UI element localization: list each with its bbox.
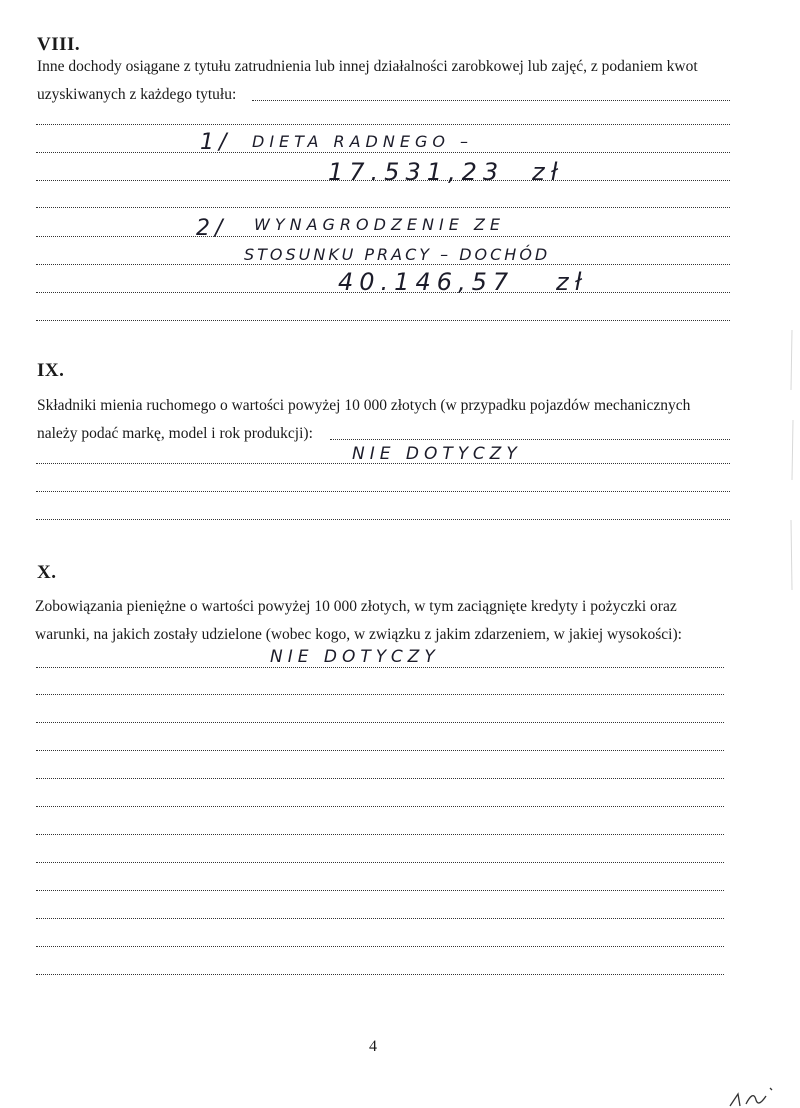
section-8-text: Inne dochody osiągane z tytułu zatrudnienia lub innej działalności zarobkowej lub zajęć, z podaniem kwot bbox=[37, 58, 698, 75]
page-number: 4 bbox=[369, 1038, 377, 1055]
dotted-line bbox=[330, 439, 730, 440]
handwritten-entry-1-unit: zł bbox=[532, 158, 564, 186]
handwritten-entry-2-line-2: STOSUNKU PRACY – DOCHÓD bbox=[244, 245, 551, 264]
dotted-line bbox=[36, 264, 730, 265]
dotted-line bbox=[36, 778, 724, 779]
section-10-text: Zobowiązania pieniężne o wartości powyżej 10 000 złotych, w tym zaciągnięte kredyty i pożyczki oraz bbox=[35, 598, 677, 615]
dotted-line bbox=[36, 236, 730, 237]
section-9-heading: IX. bbox=[37, 360, 65, 381]
dotted-line bbox=[36, 834, 724, 835]
scan-edge-mark bbox=[786, 330, 796, 630]
dotted-line bbox=[36, 750, 724, 751]
dotted-line bbox=[36, 946, 724, 947]
handwritten-entry-number-1: 1/ bbox=[200, 130, 232, 155]
section-8-text-2: uzyskiwanych z każdego tytułu: bbox=[37, 86, 237, 103]
section-10-heading: X. bbox=[37, 562, 57, 583]
dotted-line bbox=[36, 320, 730, 321]
section-9-text-2: należy podać markę, model i rok produkcji): bbox=[37, 425, 313, 442]
handwritten-entry-1-amount: 17.531,23 bbox=[328, 158, 505, 186]
section-10-text-2: warunki, na jakich zostały udzielone (wobec kogo, w związku z jakim zdarzeniem, w jakiej wysokości): bbox=[35, 626, 682, 643]
dotted-line bbox=[36, 152, 730, 153]
handwritten-entry-2-unit: zł bbox=[556, 268, 588, 296]
dotted-line bbox=[36, 890, 724, 891]
handwritten-entry-2-amount: 40.146,57 bbox=[338, 268, 515, 296]
dotted-line bbox=[36, 519, 730, 520]
handwritten-entry-2-line-1: WYNAGRODZENIE ZE bbox=[254, 215, 505, 234]
dotted-line bbox=[36, 974, 724, 975]
handwritten-answer-section-10: NIE DOTYCZY bbox=[270, 647, 440, 667]
section-8-heading: VIII. bbox=[37, 34, 81, 55]
dotted-line bbox=[36, 667, 724, 668]
signature-initials bbox=[726, 1080, 796, 1108]
section-9-text: Składniki mienia ruchomego o wartości powyżej 10 000 złotych (w przypadku pojazdów mechanicznych bbox=[37, 397, 691, 414]
dotted-line bbox=[252, 100, 730, 101]
dotted-line bbox=[36, 806, 724, 807]
dotted-line bbox=[36, 862, 724, 863]
handwritten-entry-number-2: 2/ bbox=[196, 216, 228, 241]
handwritten-entry-1-line-1: DIETA RADNEGO – bbox=[252, 132, 474, 151]
dotted-line bbox=[36, 722, 724, 723]
dotted-line bbox=[36, 918, 724, 919]
dotted-line bbox=[36, 491, 730, 492]
dotted-line bbox=[36, 694, 724, 695]
handwritten-answer-section-9: NIE DOTYCZY bbox=[352, 444, 522, 464]
dotted-line bbox=[36, 124, 730, 125]
dotted-line bbox=[36, 207, 730, 208]
